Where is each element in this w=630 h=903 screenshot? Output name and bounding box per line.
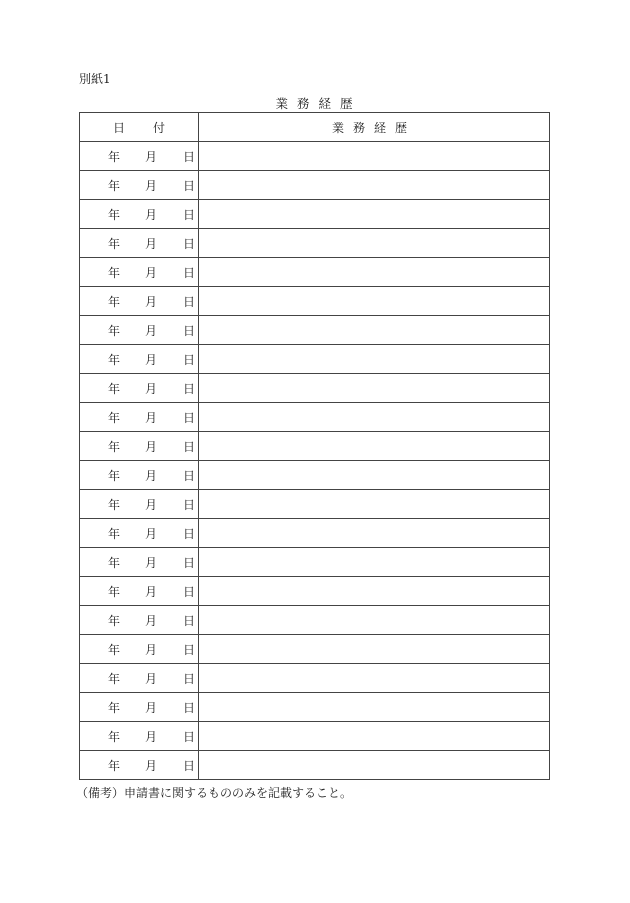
day-label: 日 (183, 236, 196, 251)
table-row (80, 722, 550, 751)
day-label: 日 (183, 758, 196, 773)
month-label: 月 (145, 439, 158, 454)
table-row (80, 142, 550, 171)
day-label: 日 (183, 700, 196, 715)
year-label: 年 (108, 526, 121, 541)
month-label: 月 (145, 207, 158, 222)
document-title: 業務経歴 (275, 96, 362, 111)
day-label: 日 (183, 149, 196, 164)
date-cell[interactable] (80, 200, 199, 229)
year-label: 年 (108, 729, 121, 744)
date-cell[interactable] (80, 490, 199, 519)
month-label: 月 (145, 236, 158, 251)
month-label: 月 (145, 352, 158, 367)
work-history-cell[interactable] (199, 142, 550, 171)
day-label: 日 (183, 439, 196, 454)
work-history-cell[interactable] (199, 200, 550, 229)
table-row (80, 548, 550, 577)
day-label: 日 (183, 671, 196, 686)
table-row (80, 606, 550, 635)
table-row (80, 490, 550, 519)
table-row (80, 229, 550, 258)
month-label: 月 (145, 729, 158, 744)
day-label: 日 (183, 497, 196, 512)
date-cell[interactable] (80, 142, 199, 171)
month-label: 月 (145, 178, 158, 193)
day-label: 日 (183, 526, 196, 541)
year-label: 年 (108, 468, 121, 483)
work-history-cell[interactable] (199, 606, 550, 635)
year-label: 年 (108, 381, 121, 396)
work-history-cell[interactable] (199, 316, 550, 345)
table-row (80, 432, 550, 461)
header-date (80, 113, 199, 142)
work-history-table (79, 112, 550, 780)
day-label: 日 (183, 410, 196, 425)
date-cell[interactable] (80, 374, 199, 403)
date-cell[interactable] (80, 577, 199, 606)
day-label: 日 (183, 178, 196, 193)
header-date-char-2: 付 (153, 120, 166, 135)
date-cell[interactable] (80, 664, 199, 693)
work-history-cell[interactable] (199, 577, 550, 606)
date-cell[interactable] (80, 635, 199, 664)
month-label: 月 (145, 497, 158, 512)
month-label: 月 (145, 381, 158, 396)
year-label: 年 (108, 758, 121, 773)
table-row (80, 664, 550, 693)
work-history-cell[interactable] (199, 548, 550, 577)
table-row (80, 403, 550, 432)
work-history-cell[interactable] (199, 664, 550, 693)
year-label: 年 (108, 439, 121, 454)
month-label: 月 (145, 758, 158, 773)
date-cell[interactable] (80, 345, 199, 374)
table-row (80, 519, 550, 548)
year-label: 年 (108, 323, 121, 338)
month-label: 月 (145, 671, 158, 686)
day-label: 日 (183, 323, 196, 338)
table-row (80, 374, 550, 403)
day-label: 日 (183, 642, 196, 657)
work-history-cell[interactable] (199, 171, 550, 200)
month-label: 月 (145, 700, 158, 715)
year-label: 年 (108, 671, 121, 686)
year-label: 年 (108, 207, 121, 222)
day-label: 日 (183, 468, 196, 483)
work-history-cell[interactable] (199, 490, 550, 519)
date-cell[interactable] (80, 229, 199, 258)
month-label: 月 (145, 613, 158, 628)
table-row (80, 171, 550, 200)
work-history-cell[interactable] (199, 751, 550, 780)
table-row (80, 693, 550, 722)
table-header-row (80, 113, 550, 142)
date-cell[interactable] (80, 519, 199, 548)
month-label: 月 (145, 526, 158, 541)
table-row (80, 751, 550, 780)
year-label: 年 (108, 236, 121, 251)
day-label: 日 (183, 613, 196, 628)
day-label: 日 (183, 207, 196, 222)
header-work-history: 業務経歴 (199, 113, 550, 142)
date-cell[interactable] (80, 287, 199, 316)
date-cell[interactable] (80, 432, 199, 461)
table-row (80, 258, 550, 287)
month-label: 月 (145, 265, 158, 280)
work-history-cell[interactable] (199, 374, 550, 403)
table-body (80, 142, 550, 780)
remarks-note: （備考）申請書に関するもののみを記載すること。 (76, 786, 353, 800)
table-row (80, 577, 550, 606)
year-label: 年 (108, 265, 121, 280)
month-label: 月 (145, 468, 158, 483)
year-label: 年 (108, 178, 121, 193)
work-history-cell[interactable] (199, 635, 550, 664)
day-label: 日 (183, 294, 196, 309)
month-label: 月 (145, 149, 158, 164)
month-label: 月 (145, 642, 158, 657)
year-label: 年 (108, 584, 121, 599)
date-cell[interactable] (80, 461, 199, 490)
work-history-cell[interactable] (199, 519, 550, 548)
table-row (80, 635, 550, 664)
table-row (80, 316, 550, 345)
year-label: 年 (108, 642, 121, 657)
year-label: 年 (108, 352, 121, 367)
table-row (80, 461, 550, 490)
month-label: 月 (145, 323, 158, 338)
day-label: 日 (183, 265, 196, 280)
month-label: 月 (145, 410, 158, 425)
month-label: 月 (145, 294, 158, 309)
work-history-cell[interactable] (199, 722, 550, 751)
month-label: 月 (145, 584, 158, 599)
year-label: 年 (108, 497, 121, 512)
day-label: 日 (183, 352, 196, 367)
work-history-cell[interactable] (199, 403, 550, 432)
day-label: 日 (183, 555, 196, 570)
year-label: 年 (108, 700, 121, 715)
date-cell[interactable] (80, 722, 199, 751)
header-date-char-1: 日 (112, 120, 125, 135)
date-cell[interactable] (80, 606, 199, 635)
date-cell[interactable] (80, 693, 199, 722)
day-label: 日 (183, 381, 196, 396)
day-label: 日 (183, 584, 196, 599)
day-label: 日 (183, 729, 196, 744)
work-history-cell[interactable] (199, 229, 550, 258)
work-history-cell[interactable] (199, 287, 550, 316)
table-row (80, 287, 550, 316)
date-cell[interactable] (80, 403, 199, 432)
date-cell[interactable] (80, 751, 199, 780)
year-label: 年 (108, 294, 121, 309)
table-row (80, 200, 550, 229)
year-label: 年 (108, 410, 121, 425)
attachment-label: 別紙1 (79, 72, 111, 86)
table-row (80, 345, 550, 374)
year-label: 年 (108, 555, 121, 570)
date-cell[interactable] (80, 548, 199, 577)
work-history-cell[interactable] (199, 461, 550, 490)
work-history-cell[interactable] (199, 258, 550, 287)
date-cell[interactable] (80, 316, 199, 345)
work-history-cell[interactable] (199, 432, 550, 461)
year-label: 年 (108, 613, 121, 628)
date-cell[interactable] (80, 171, 199, 200)
year-label: 年 (108, 149, 121, 164)
work-history-cell[interactable] (199, 693, 550, 722)
month-label: 月 (145, 555, 158, 570)
work-history-cell[interactable] (199, 345, 550, 374)
date-cell[interactable] (80, 258, 199, 287)
